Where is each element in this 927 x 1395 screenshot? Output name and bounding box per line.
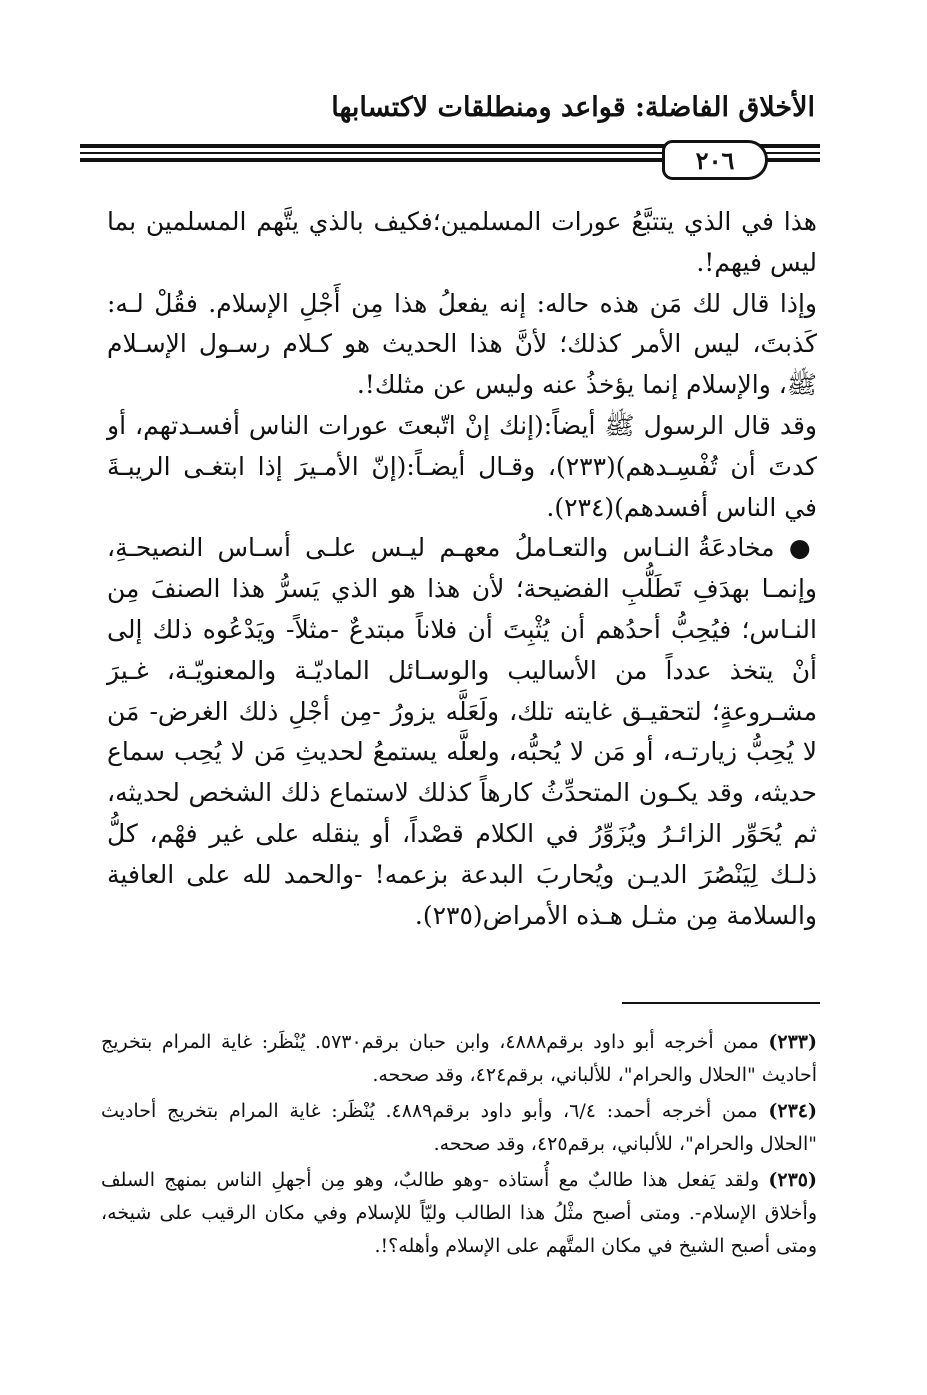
footnote-separator (622, 1002, 820, 1004)
footnote (101, 1026, 817, 1092)
paragraph: هذا في الذي يتتبَّعُ عورات المسلمين؛فكيف بالذي يتَّهم المسلمين بما ليس فيهم!. (107, 207, 817, 277)
footnote-number: (٢٣٤) (768, 1100, 817, 1122)
footnote (101, 1164, 817, 1263)
footnote-text: ممن أخرجه أحمد: ٦/٤، وأبو داود برقم٤٨٨٩. يُنْظَر: غاية المرام بتخريج أحاديث "الحلال والحرام"، للألباني، برقم٤٢٥، وقد صححه. (101, 1100, 817, 1155)
footnotes (101, 1026, 817, 1266)
footnote-number: (٢٣٥) (768, 1169, 817, 1191)
bullet-paragraph: ● مخادعَةُ النـاس والتعـاملُ معهـم ليـس علـى أسـاس النصيحـةِ، وإنمـا بهدَفِ تَطَلُّبِ الفضيحة؛ لأن هذا هو الذي يَسرُّ هذا الصنفَ مِن النـاس؛ فيُحِبُّ أحدُهم أن يُثْبِتَ أن فلاناً مبتدعٌ -مثلاً- ويَدْعُوه ذلك إلى أنْ يتخذ عدداً من الأساليب والوسـائل الماديّـة والمعنويّـة، غـيرَ مشـروعةٍ؛ لتحقيـق غايته تلك، ولَعَلَّه يزورُ -مِن أجْلِ ذلك الغرض- مَن لا يُحِبُّ زيارتـه، أو مَن لا يُحبُّه، ولعلَّه يستمعُ لحديثِ مَن لا يُحِب سماع حديثه، وقد يكـون المتحدِّثُ كارهاً كذلك لاستماع ذلك الشخص لحديثه، ثم يُحَوِّر الزائـرُ ويُزَوِّرُ في الكلام قصْداً، أو ينقله على غير فهْم، كلُّ ذلـك لِيَنْصُرَ الديـن ويُحاربَ البدعة بزعمه! -والحمد لله على العافية والسلامة مِن مثـل هـذه الأمراض(٢٣٥). (107, 528, 817, 936)
page-number-badge (662, 140, 768, 180)
footnote-text: ولقد يَفعل هذا طالبٌ مع أُستاذه -وهو طالبٌ، وهو مِن أجهلِ الناس بمنهج السلف وأخلاق الإسلام-. ومتى أصبح مثْلُ هذا الطالب وليّاً للإسلام وفي مكان الرقيب على شيخه، ومتى أصبح الشيخ في مكان المتَّهم على الإسلام وأهله؟!. (101, 1169, 817, 1257)
main-text (107, 202, 817, 936)
running-header: الأخلاق الفاضلة: قواعد ومنطلقات لاكتسابها (331, 92, 815, 123)
footnote-text: ممن أخرجه أبو داود برقم٤٨٨٨، وابن حبان برقم٥٧٣٠. يُنْظَر: غاية المرام بتخريج أحاديث "الحلال والحرام"، للألباني، برقم٤٢٤، وقد صححه. (101, 1031, 817, 1086)
footnote (101, 1095, 817, 1161)
page-number: ٢٠٦ (695, 145, 735, 175)
paragraph: وإذا قال لك مَن هذه حاله: إنه يفعلُ هذا مِن أَجْلِ الإسلام. فقُلْ لـه: كَذبتَ، ليس الأمر كذلك؛ لأنَّ هذا الحديث هو كـلام رسـول الإسـلام ﷺ، والإسلام إنما يؤخذُ عنه وليس عن مثلك!. (107, 288, 817, 400)
footnote-number: (٢٣٣) (768, 1031, 817, 1053)
paragraph: وقد قال الرسول ﷺ أيضاً:(إنك إنْ اتّبعتَ عورات الناس أفسـدتهم، أو كدتَ أن تُفْسِـدهم)(٢٣٣)، وقـال أيضـاً:(إنّ الأمـيرَ إذا ابتغـى الريبـةَ في الناس أفسدهم)(٢٣٤). (107, 410, 817, 522)
